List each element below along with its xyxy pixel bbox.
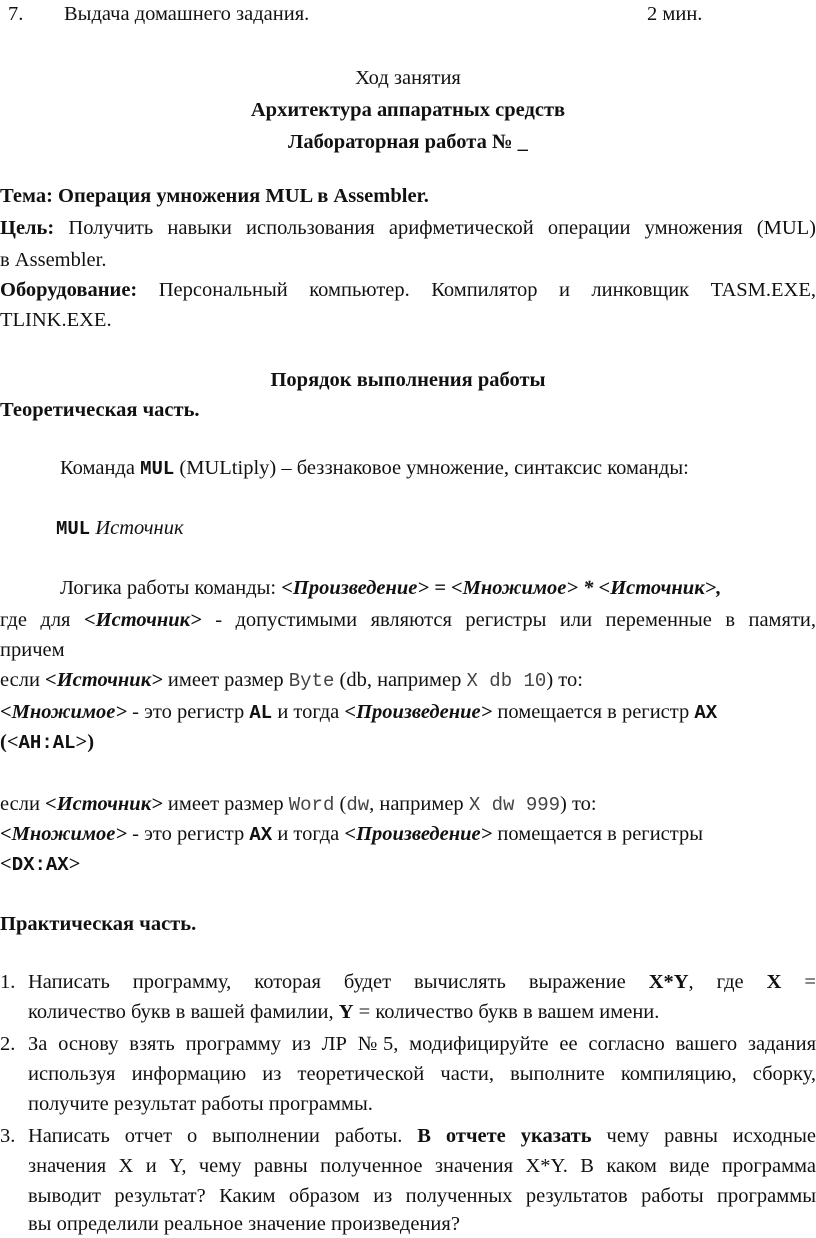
case-word-paren: ( xyxy=(334,793,347,815)
logic-formula: <Произведение> = <Множимое> * <Источник> xyxy=(281,577,717,599)
case-word-if: если xyxy=(0,793,46,815)
case-word-is-reg: - это регистр xyxy=(127,823,250,845)
agenda-number: 7. xyxy=(8,3,24,25)
task-3-line-1 xyxy=(28,1122,816,1150)
task-2-number: 2. xyxy=(0,1033,16,1055)
task-1-name: = количество букв в вашем имени. xyxy=(353,1001,660,1023)
logic-allowed: - допустимыми являются регистры или переменные в памяти, xyxy=(201,609,816,631)
case-word-placed: помещается в регистры xyxy=(492,823,704,845)
course-title: Архитектура аппаратных средств xyxy=(250,99,566,121)
case-byte-placed: помещается в регистр xyxy=(492,701,695,723)
task-2-line-3: получите результат работы программы. xyxy=(28,1093,373,1115)
case-word-line-2 xyxy=(0,820,816,849)
case-word-dxax: DX:AX xyxy=(11,854,69,876)
practice-title: Практическая часть. xyxy=(0,913,197,935)
goal-line-2: в Assembler. xyxy=(0,249,107,271)
case-word-source: <Источник> xyxy=(45,793,163,815)
task-1-text: Написать программу, которая будет вычислять выражение xyxy=(28,971,649,993)
case-word-line-1 xyxy=(0,790,816,819)
task-2-line-2: используя информацию из теоретической части, выполните компиляцию, сборку, xyxy=(28,1063,816,1085)
case-word-dw: dw xyxy=(346,794,370,816)
logic-where: где для xyxy=(0,609,84,631)
case-byte-and-then: и тогда xyxy=(272,701,345,723)
logic-line-3: причем xyxy=(0,639,65,661)
task-1-number: 1. xyxy=(0,971,16,993)
task-3-line-2: значения X и Y, чему равны полученное значения X*Y. В каком виде программа xyxy=(28,1155,816,1177)
task-3-line-3: выводит результат? Каким образом из полученных результатов работы программы xyxy=(28,1185,816,1207)
case-word-product: <Произведение> xyxy=(344,823,493,845)
logic-line-1 xyxy=(60,574,816,602)
agenda-time: 2 мин. xyxy=(647,3,703,25)
syntax-mul: MUL xyxy=(56,518,91,540)
case-byte-close: >) xyxy=(75,731,95,753)
case-word-then: ) то: xyxy=(560,793,597,815)
task-1-line-2 xyxy=(28,998,816,1026)
logic-source: <Источник> xyxy=(83,609,202,631)
lesson-title: Ход занятия xyxy=(355,67,461,89)
task-1-y: Y xyxy=(338,1001,354,1023)
case-byte-open: (< xyxy=(0,731,19,753)
theory-title: Теоретическая часть. xyxy=(0,399,200,421)
lab-title: Лабораторная работа № _ xyxy=(288,131,528,153)
case-word-type: Word xyxy=(288,794,335,816)
case-byte-code: X db 10 xyxy=(466,670,547,692)
task-3-line-4: вы определили реальное значение произведения? xyxy=(28,1213,460,1235)
case-byte-db: db xyxy=(346,669,367,691)
order-title: Порядок выполнения работы xyxy=(270,369,546,391)
case-byte-multiplicand: <Множимое> xyxy=(0,701,128,723)
agenda-text: Выдача домашнего задания. xyxy=(64,3,310,25)
syntax-line xyxy=(56,514,816,543)
task-1-x: X xyxy=(766,971,782,993)
case-word-size: имеет размер xyxy=(162,793,289,815)
task-3-number: 3. xyxy=(0,1125,16,1147)
case-byte-line-2 xyxy=(0,698,816,727)
case-byte-ax: AX xyxy=(694,702,718,724)
case-byte-size: имеет размер xyxy=(162,669,289,691)
equipment-line-2: TLINK.EXE. xyxy=(0,309,112,331)
equipment-text: Персональный компьютер. Компилятор и линковщик TASM.EXE, xyxy=(158,279,816,301)
case-byte-ahal: AH:AL xyxy=(18,732,76,754)
command-line xyxy=(60,454,816,483)
logic-intro: Логика работы команды: xyxy=(60,577,282,599)
case-word-and-then: и тогда xyxy=(272,823,345,845)
case-word-line-3 xyxy=(0,850,816,879)
task-3-bold: В отчете указать xyxy=(417,1125,592,1147)
case-byte-if: если xyxy=(0,669,46,691)
task-1-where: , где xyxy=(688,971,767,993)
equipment-line-1 xyxy=(0,276,816,304)
task-3-rest: чему равны исходные xyxy=(591,1125,816,1147)
case-word-example: , например xyxy=(369,793,469,815)
equipment-label: Оборудование: xyxy=(0,279,138,301)
case-byte-al: AL xyxy=(249,702,273,724)
case-word-code: X dw 999 xyxy=(468,794,561,816)
command-pre: Команда xyxy=(60,457,141,479)
case-byte-then: ) то: xyxy=(546,669,583,691)
command-mul: MUL xyxy=(140,458,175,480)
goal-label: Цель: xyxy=(0,217,55,239)
topic-line: Тема: Операция умножения MUL в Assembler. xyxy=(0,185,429,207)
case-word-multiplicand: <Множимое> xyxy=(0,823,128,845)
task-3-text: Написать отчет о выполнении работы. xyxy=(28,1125,418,1147)
command-post: (MULtiply) – беззнаковое умножение, синтаксис команды: xyxy=(174,457,689,479)
logic-line-2 xyxy=(0,606,816,634)
task-1-xy: X*Y xyxy=(648,971,689,993)
task-1-eq: = xyxy=(781,971,816,993)
task-1-line-1 xyxy=(28,968,816,996)
goal-line-1 xyxy=(0,214,816,242)
case-word-ax: AX xyxy=(249,824,273,846)
task-1-surname: количество букв в вашей фамилии, xyxy=(28,1001,339,1023)
goal-text: Получить навыки использования арифметической операции умножения (MUL) xyxy=(68,217,816,239)
task-2-line-1: За основу взять программу из ЛР №5, модифицируйте ее согласно вашего задания xyxy=(28,1033,816,1055)
case-word-open: < xyxy=(0,853,12,875)
case-byte-is-reg: - это регистр xyxy=(127,701,250,723)
case-byte-example: , например xyxy=(366,669,467,691)
case-byte-type: Byte xyxy=(288,670,335,692)
case-word-close: > xyxy=(68,853,81,875)
logic-comma: , xyxy=(716,577,722,599)
case-byte-paren: ( xyxy=(334,669,347,691)
syntax-source: Источник xyxy=(95,517,184,539)
case-byte-line-3 xyxy=(0,728,816,757)
case-byte-line-1 xyxy=(0,666,816,695)
case-byte-source: <Источник> xyxy=(45,669,163,691)
case-byte-product: <Произведение> xyxy=(344,701,493,723)
